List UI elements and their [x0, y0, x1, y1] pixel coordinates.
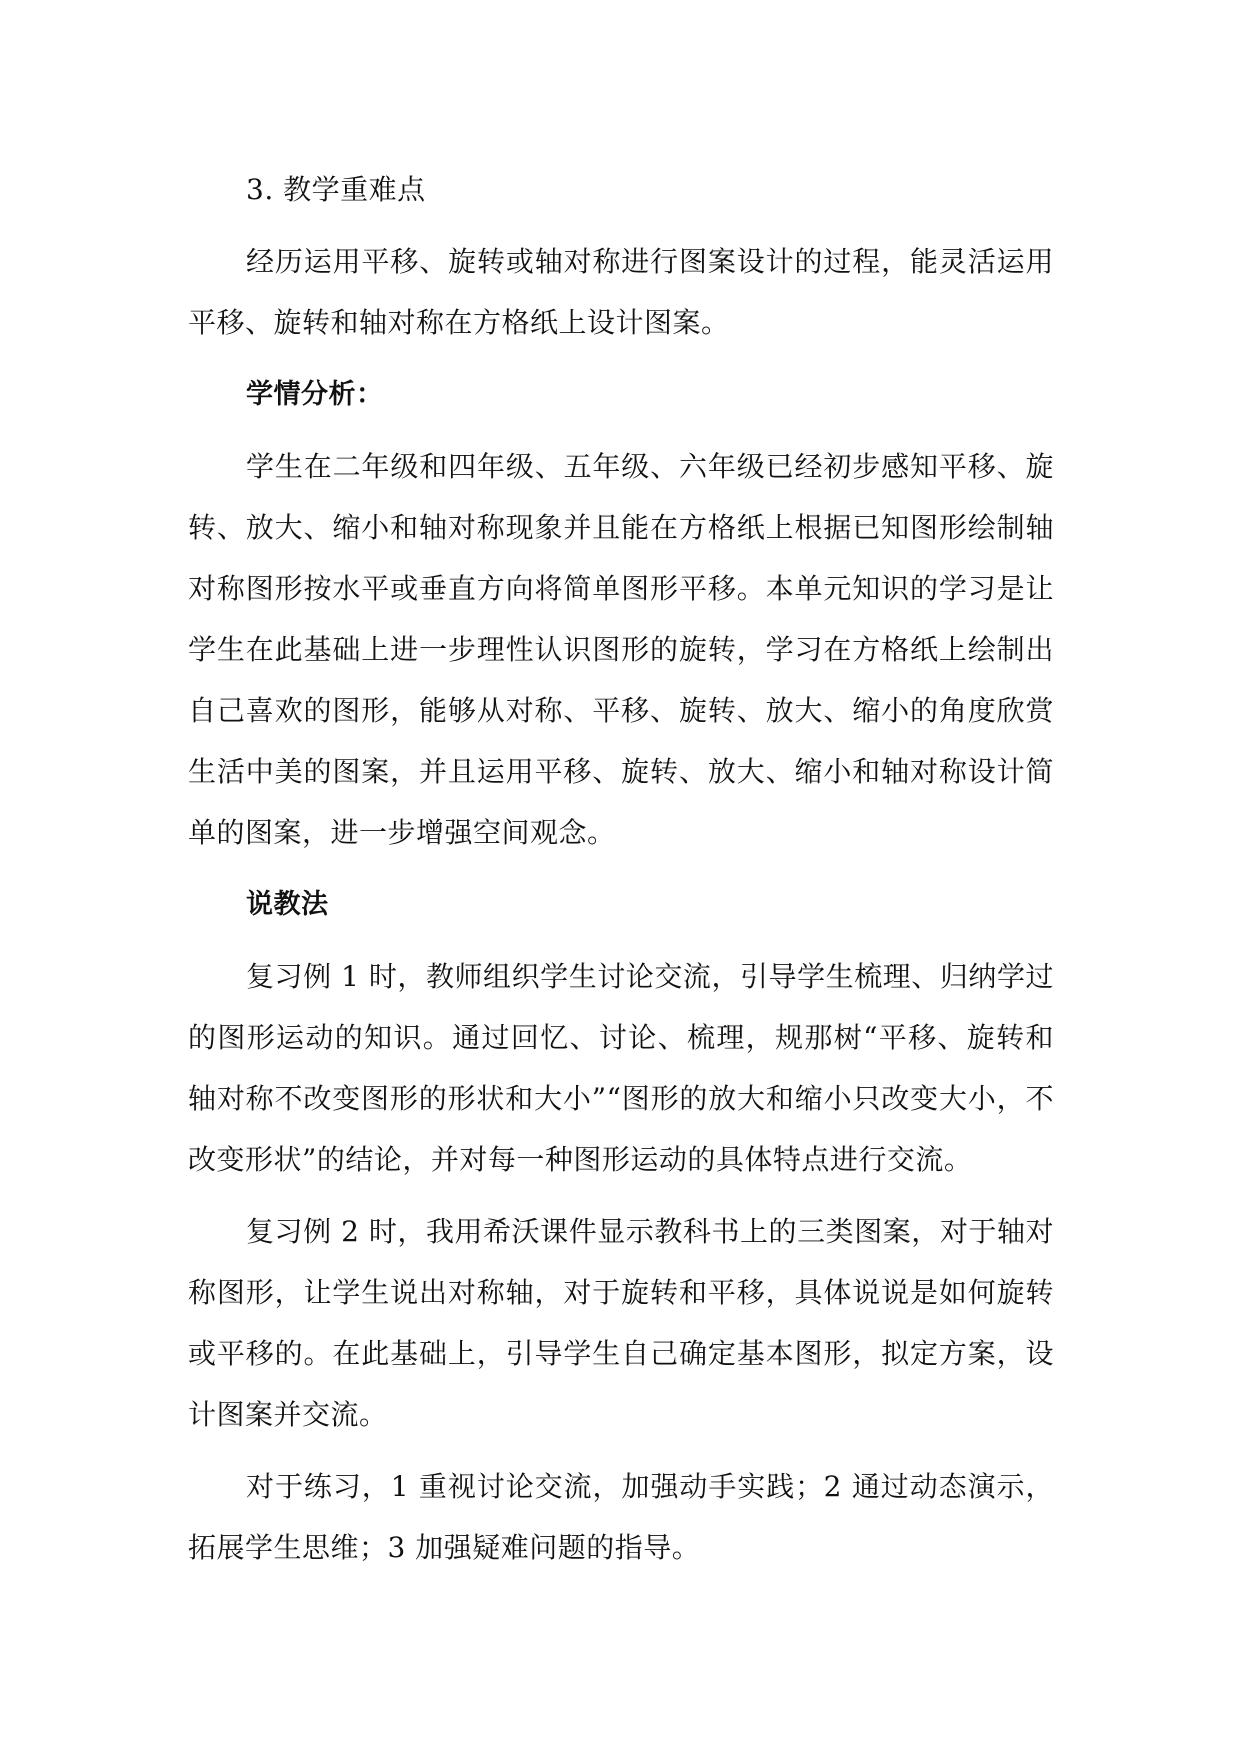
paragraph-student-analysis: 学生在二年级和四年级、五年级、六年级已经初步感知平移、旋转、放大、缩小和轴对称现象并且能在方格纸上根据已知图形绘制轴对称图形按水平或垂直方向将简单图形平移。本单元知识的学习是让学生在此基础上进一步理性认识图形的旋转，学习在方格纸上绘制出自己喜欢的图形，能够从对称、平移、旋转、放大、缩小的角度欣赏生活中美的图案，并且运用平移、旋转、放大、缩小和轴对称设计简单的图案，进一步增强空间观念。	[188, 450, 1054, 849]
document-body	[188, 159, 1054, 1578]
paragraph-teaching-difficulties: 经历运用平移、旋转或轴对称进行图案设计的过程，能灵活运用平移、旋转和轴对称在方格纸上设计图案。	[188, 245, 1054, 339]
paragraph-exercises: 对于练习，1 重视讨论交流，加强动手实践；2 通过动态演示，拓展学生思维；3 加强疑难问题的指导。	[188, 1470, 1054, 1564]
paragraph-review-example-2: 复习例 2 时，我用希沃课件显示教科书上的三类图案，对于轴对称图形，让学生说出对称轴，对于旋转和平移，具体说说是如何旋转或平移的。在此基础上，引导学生自己确定基本图形，拟定方案，设计图案并交流。	[188, 1215, 1054, 1431]
paragraph-review-example-1: 复习例 1 时，教师组织学生讨论交流，引导学生梳理、归纳学过的图形运动的知识。通过回忆、讨论、梳理，规那树“平移、旋转和轴对称不改变图形的形状和大小”“图形的放大和缩小只改变大小，不改变形状”的结论，并对每一种图形运动的具体特点进行交流。	[188, 960, 1054, 1176]
heading-student-analysis: 学情分析：	[246, 379, 384, 410]
heading-teaching-methods: 说教法	[246, 889, 329, 920]
section-title-teaching-difficulties: 3. 教学重难点	[246, 173, 426, 206]
